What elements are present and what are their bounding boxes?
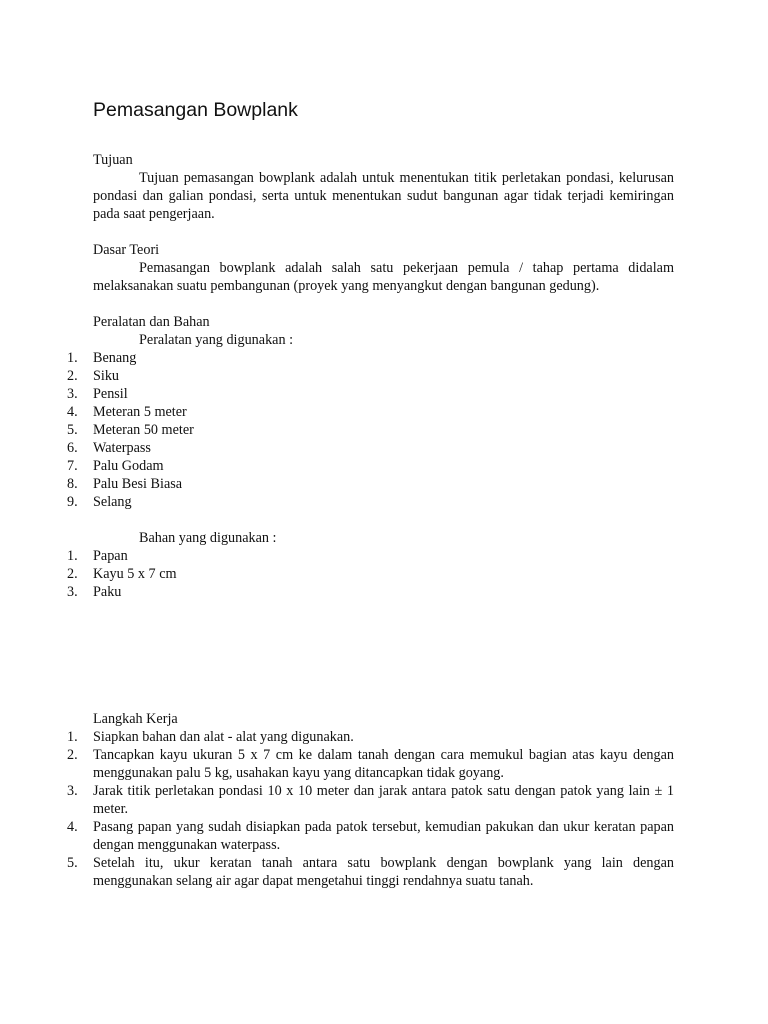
section-heading-langkah-kerja: Langkah Kerja bbox=[93, 711, 178, 727]
list-item-text: Pasang papan yang sudah disiapkan pada patok tersebut, kemudian pakukan dan ukur keratan papan dengan menggunakan waterpass. bbox=[93, 819, 674, 853]
list-item-text: Papan bbox=[93, 548, 128, 564]
list-item bbox=[67, 403, 674, 421]
list-item-text: Meteran 5 meter bbox=[93, 404, 187, 420]
list-item-text: Palu Godam bbox=[93, 458, 164, 474]
list-number: 1. bbox=[67, 548, 78, 564]
section-tujuan bbox=[93, 151, 674, 223]
list-item bbox=[67, 547, 674, 565]
list-number: 4. bbox=[67, 819, 78, 835]
section-langkah-kerja bbox=[67, 710, 674, 890]
list-item-text: Benang bbox=[93, 350, 137, 366]
list-number: 6. bbox=[67, 440, 78, 456]
materials-label: Bahan yang digunakan : bbox=[139, 530, 277, 546]
list-item-text: Paku bbox=[93, 584, 122, 600]
section-heading-peralatan-bahan: Peralatan dan Bahan bbox=[93, 314, 210, 330]
list-item bbox=[67, 728, 674, 746]
list-item-text: Jarak titik perletakan pondasi 10 x 10 meter dan jarak antara patok satu dengan patok yang lain ± 1 meter. bbox=[93, 783, 674, 817]
section-heading-dasar-teori: Dasar Teori bbox=[93, 242, 160, 258]
list-item-text: Tancapkan kayu ukuran 5 x 7 cm ke dalam tanah dengan cara memukul bagian atas kayu dengan menggunakan palu 5 kg, usahakan kayu yang ditancapkan tidak goyang. bbox=[93, 747, 674, 781]
list-item-text: Palu Besi Biasa bbox=[93, 476, 183, 492]
list-number: 1. bbox=[67, 350, 78, 366]
paragraph-tujuan: Tujuan pemasangan bowplank adalah untuk menentukan titik perletakan pondasi, kelurusan pondasi dan galian pondasi, serta untuk menentukan sudut bangunan agar tidak terjadi kemiringan pada saat pengerjaan. bbox=[93, 170, 674, 222]
materials-list bbox=[67, 547, 674, 601]
list-number: 2. bbox=[67, 566, 78, 582]
section-dasar-teori bbox=[93, 241, 674, 295]
section-heading-tujuan: Tujuan bbox=[93, 152, 133, 168]
section-materials bbox=[67, 529, 674, 601]
list-item bbox=[67, 583, 674, 601]
steps-list bbox=[67, 728, 674, 890]
list-item-text: Siku bbox=[93, 368, 120, 384]
list-item bbox=[67, 565, 674, 583]
list-number: 3. bbox=[67, 783, 78, 799]
tools-list bbox=[67, 349, 674, 511]
list-number: 7. bbox=[67, 458, 78, 474]
list-number: 1. bbox=[67, 729, 78, 745]
list-item bbox=[67, 367, 674, 385]
list-item-text: Selang bbox=[93, 494, 132, 510]
list-item-text: Meteran 50 meter bbox=[93, 422, 194, 438]
list-item-text: Kayu 5 x 7 cm bbox=[93, 566, 177, 582]
list-item-text: Setelah itu, ukur keratan tanah antara satu bowplank dengan bowplank yang lain dengan menggunakan selang air agar dapat mengetahui tinggi rendahnya suatu tanah. bbox=[93, 855, 674, 889]
list-item bbox=[67, 818, 674, 854]
list-item bbox=[67, 493, 674, 511]
tools-label: Peralatan yang digunakan : bbox=[139, 332, 294, 348]
list-number: 2. bbox=[67, 368, 78, 384]
list-number: 3. bbox=[67, 386, 78, 402]
list-item bbox=[67, 421, 674, 439]
list-number: 8. bbox=[67, 476, 78, 492]
list-number: 2. bbox=[67, 747, 78, 763]
list-number: 3. bbox=[67, 584, 78, 600]
list-item bbox=[67, 385, 674, 403]
list-number: 9. bbox=[67, 494, 78, 510]
list-item-text: Siapkan bahan dan alat - alat yang digunakan. bbox=[93, 729, 354, 745]
list-item-text: Pensil bbox=[93, 386, 128, 402]
list-item bbox=[67, 782, 674, 818]
list-number: 4. bbox=[67, 404, 78, 420]
paragraph-dasar-teori: Pemasangan bowplank adalah salah satu pekerjaan pemula / tahap pertama didalam melaksanakan suatu pembangunan (proyek yang menyangkut dengan bangunan gedung). bbox=[93, 260, 674, 294]
list-number: 5. bbox=[67, 422, 78, 438]
list-item bbox=[67, 746, 674, 782]
section-peralatan-bahan bbox=[67, 313, 674, 511]
list-item bbox=[67, 475, 674, 493]
document-title: Pemasangan Bowplank bbox=[93, 99, 298, 121]
list-item bbox=[67, 457, 674, 475]
list-number: 5. bbox=[67, 855, 78, 871]
list-item bbox=[67, 349, 674, 367]
list-item bbox=[67, 439, 674, 457]
list-item bbox=[67, 854, 674, 890]
list-item-text: Waterpass bbox=[93, 440, 151, 456]
